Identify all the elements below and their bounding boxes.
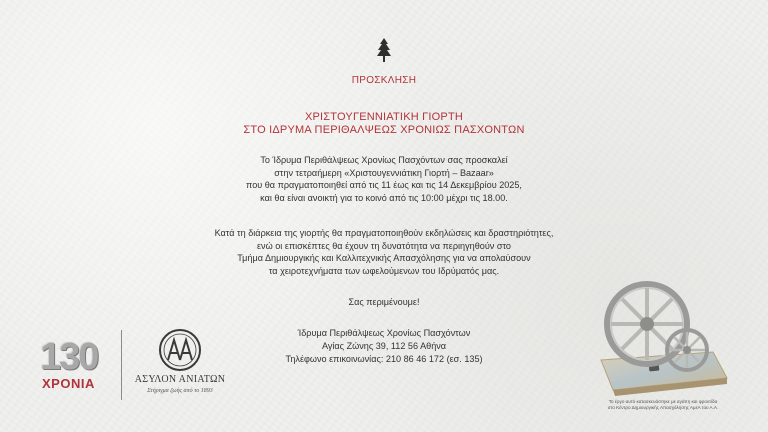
paragraph-line: και θα είναι ανοικτή για το κοινό από τις 10:00 μέχρι τις 18.00. <box>260 193 508 204</box>
event-subtitle: ΣΤΟ ΙΔΡΥΜΑ ΠΕΡΙΘΑΛΨΕΩΣ ΧΡΟΝΙΩΣ ΠΑΣΧΟΝΤΩΝ <box>243 124 525 136</box>
paragraph-line: Το Ίδρυμα Περιθάλψεως Χρονίως Πασχόντων σας προσκαλεί <box>260 155 508 165</box>
contact-address: Αγίας Ζώνης 39, 112 56 Αθήνα <box>321 341 447 351</box>
caption-line: στο Κέντρο Δημιουργικής Απασχόλησης ΑμεΑ του Α.Α. <box>607 405 719 410</box>
invitation-paragraph-2 <box>0 227 768 278</box>
asylon-emblem <box>156 328 204 372</box>
asylon-name: ΑΣΥΛΟΝ ΑΝΙΑΤΩΝ <box>134 374 226 385</box>
closing-line: Σας περιμένουμε! <box>348 297 420 307</box>
artwork-caption <box>568 399 758 411</box>
paragraph-line: τα χειροτεχνήματα των ωφελούμενων του Ιδρύματός μας. <box>268 266 500 277</box>
invitation-heading: ΠΡΟΣΚΛΗΣΗ <box>351 75 417 86</box>
paragraph-line: στην τετραήμερη «Χριστουγεννιάτικη Γιορτή – Bazaar» <box>274 167 494 178</box>
anniversary-number: 130 <box>40 336 98 378</box>
paragraph-line: ενώ οι επισκέπτες θα έχουν τη δυνατότητα να περιηγηθούν στο <box>257 240 511 251</box>
logo-divider <box>121 330 122 400</box>
contact-phone: Τηλέφωνο επικοινωνίας: 210 86 46 172 (εσ. 135) <box>285 354 483 364</box>
caption-line: Το έργο αυτό κατασκευάστηκε με αγάπη και φροντίδα <box>608 399 718 404</box>
wheel-artwork <box>593 278 733 398</box>
asylon-tagline: Στήριγμα ζωής από το 1893 <box>147 388 213 394</box>
anniversary-word: ΧΡΟΝΙΑ <box>42 376 95 391</box>
christmas-tree-icon <box>376 38 392 64</box>
paragraph-line: που θα πραγματοποιηθεί από τις 11 έως και τις 14 Δεκεμβρίου 2025, <box>246 180 522 191</box>
anniversary-logo <box>40 336 112 396</box>
paragraph-line: Κατά τη διάρκεια της γιορτής θα πραγματοποιηθούν εκδηλώσεις και δραστηριότητες, <box>214 228 554 238</box>
paragraph-line: Τμήμα Δημιουργικής και Καλλιτεχνικής Απασχόλησης για να απολαύσουν <box>237 253 531 264</box>
contact-org: Ίδρυμα Περιθάλψεως Χρονίως Πασχόντων <box>297 328 471 338</box>
invitation-paragraph-1 <box>0 154 768 205</box>
asylon-logo <box>130 328 230 400</box>
event-title: ΧΡΙΣΤΟΥΓΕΝΝΙΑΤΙΚΗ ΓΙΟΡΤΗ <box>304 111 464 123</box>
